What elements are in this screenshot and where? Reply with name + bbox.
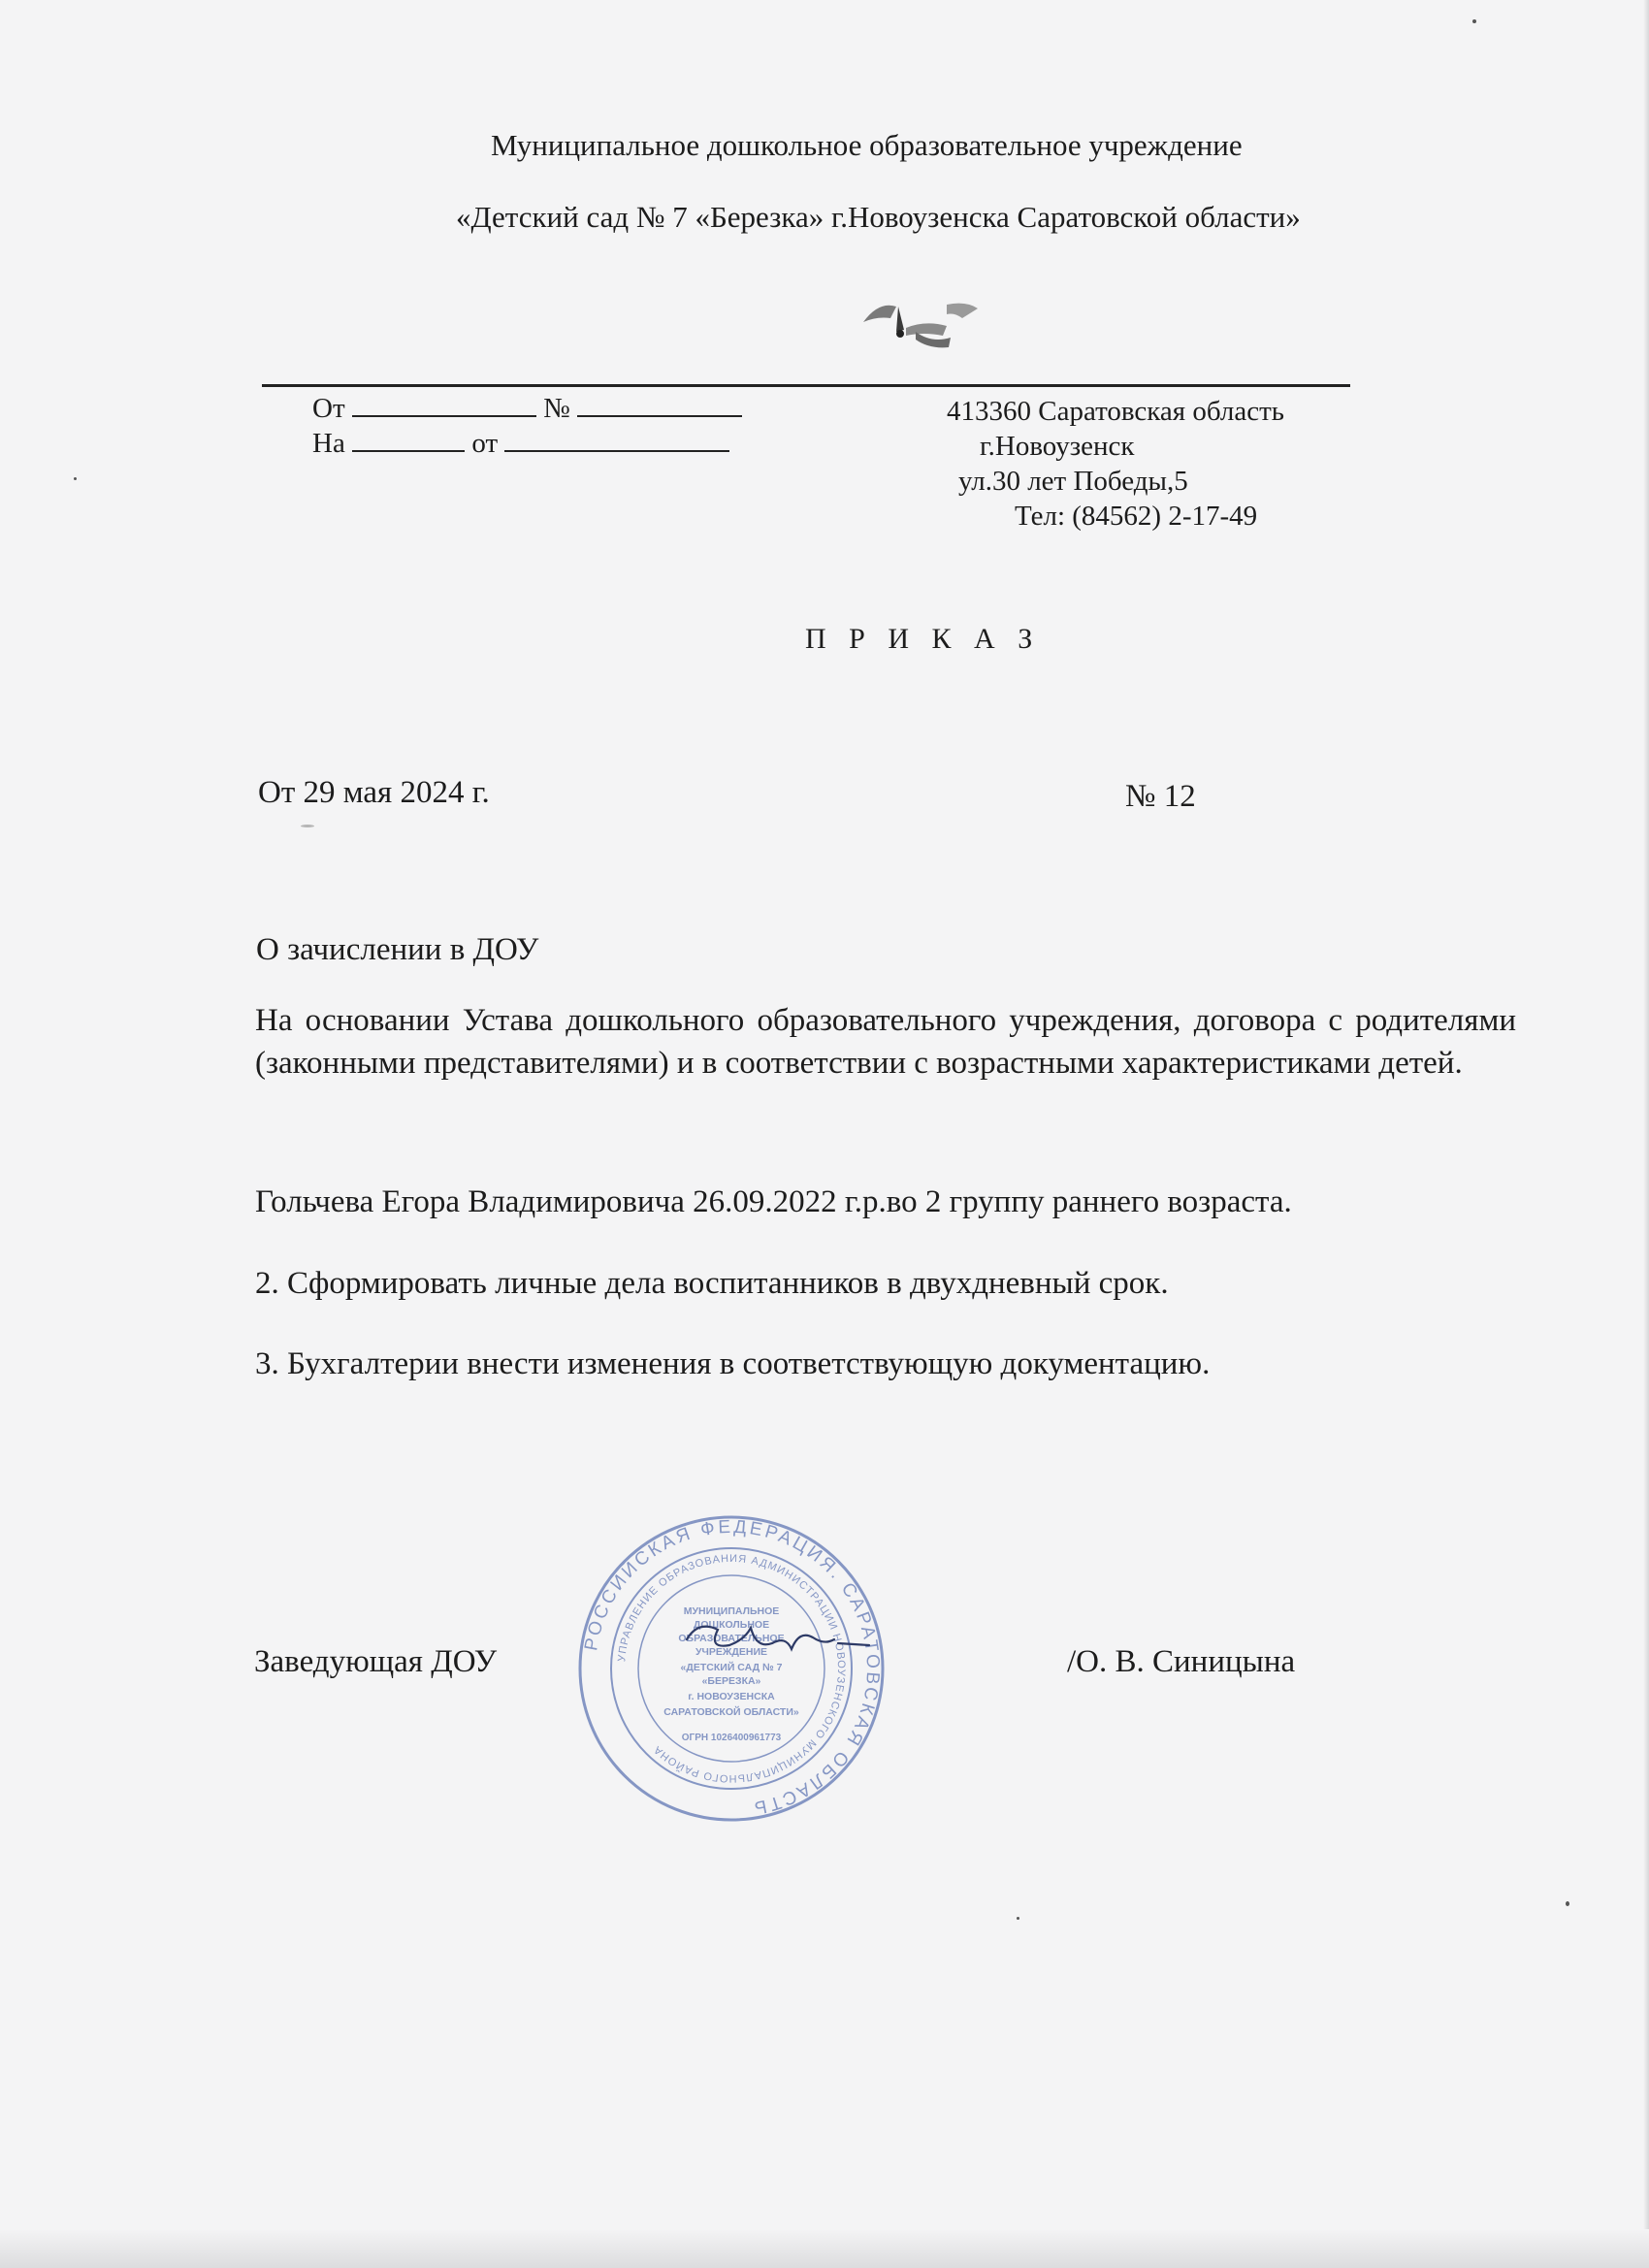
scan-speck <box>1472 19 1476 23</box>
reg-from-label: От <box>312 393 345 424</box>
stamp-center-4: УЧРЕЖДЕНИЕ <box>695 1646 768 1658</box>
stamp-ogrn: ОГРН 1026400961773 <box>681 1733 782 1743</box>
signatory-position: Заведующая ДОУ <box>254 1644 498 1679</box>
stamp-center-2: ДОШКОЛЬНОЕ <box>693 1619 770 1631</box>
scan-edge-bottom <box>0 2229 1649 2268</box>
stamp-outer-text: РОССИЙСКАЯ ФЕДЕРАЦИЯ. САРАТОВСКАЯ ОБЛАСТЬ <box>581 1516 884 1819</box>
item-3: 3. Бухгалтерии внести изменения в соответствующую документацию. <box>255 1346 1211 1381</box>
header-rule <box>262 384 1350 387</box>
stamp-center-6: «БЕРЕЗКА» <box>701 1675 761 1687</box>
reg-to-blank <box>352 425 465 452</box>
document-title: П Р И К А З <box>805 623 1041 655</box>
order-subject: О зачислении в ДОУ <box>256 932 539 967</box>
scan-speck <box>74 477 77 480</box>
item-1: Гольчева Егора Владимировича 26.09.2022 г.р.во 2 группу раннего возраста. <box>255 1184 1292 1219</box>
scan-edge-right <box>1643 0 1649 2268</box>
emblem-logo <box>857 293 984 351</box>
reg-date-blank <box>504 425 729 452</box>
stamp-center-7: г. НОВОУЗЕНСКА <box>688 1691 775 1702</box>
institution-name-line1: Муниципальное дошкольное образовательное учреждение <box>491 128 1243 162</box>
reg-line-2 <box>312 425 729 461</box>
reg-line-1 <box>312 390 742 426</box>
address-line3: ул.30 лет Победы,5 <box>958 466 1188 497</box>
item-2: 2. Сформировать личные дела воспитанников в двухдневный срок. <box>255 1266 1169 1301</box>
address-line1: 413360 Саратовская область <box>947 396 1285 427</box>
stamp-center-8: САРАТОВСКОЙ ОБЛАСТИ» <box>663 1706 799 1718</box>
reg-to-label: На <box>312 428 345 459</box>
stamp-center-3: ОБРАЗОВАТЕЛЬНОЕ <box>678 1633 785 1644</box>
reg-number-blank <box>577 390 742 417</box>
handwritten-signature <box>679 1610 873 1678</box>
basis-paragraph: На основании Устава дошкольного образовательного учреждения, договора с родителями (законными представителями) и в соответствии с возрастными характеристиками детей. <box>255 1003 1516 1081</box>
signatory-name: /О. В. Синицына <box>1067 1644 1296 1679</box>
scan-smudge <box>301 825 314 827</box>
stamp-center-5: «ДЕТСКИЙ САД № 7 <box>680 1662 783 1673</box>
institution-name-line2: «Детский сад № 7 «Березка» г.Новоузенска Саратовской области» <box>456 200 1301 234</box>
reg-from-blank <box>352 390 536 417</box>
reg-date-label: от <box>471 428 499 459</box>
order-number: № 12 <box>1125 779 1196 814</box>
address-line2: г.Новоузенск <box>980 431 1135 462</box>
reg-number-label: № <box>543 393 570 424</box>
address-phone: Тел: (84562) 2-17-49 <box>1015 501 1258 532</box>
stamp-center-1: МУНИЦИПАЛЬНОЕ <box>683 1605 780 1617</box>
scan-speck <box>1566 1901 1569 1906</box>
scan-speck <box>1017 1917 1019 1920</box>
stamp-inner-text: УПРАВЛЕНИЕ ОБРАЗОВАНИЯ АДМИНИСТРАЦИИ НОВОУЗЕНСКОГО МУНИЦИПАЛЬНОГО РАЙОНА <box>616 1552 848 1785</box>
order-date: От 29 мая 2024 г. <box>258 775 490 810</box>
